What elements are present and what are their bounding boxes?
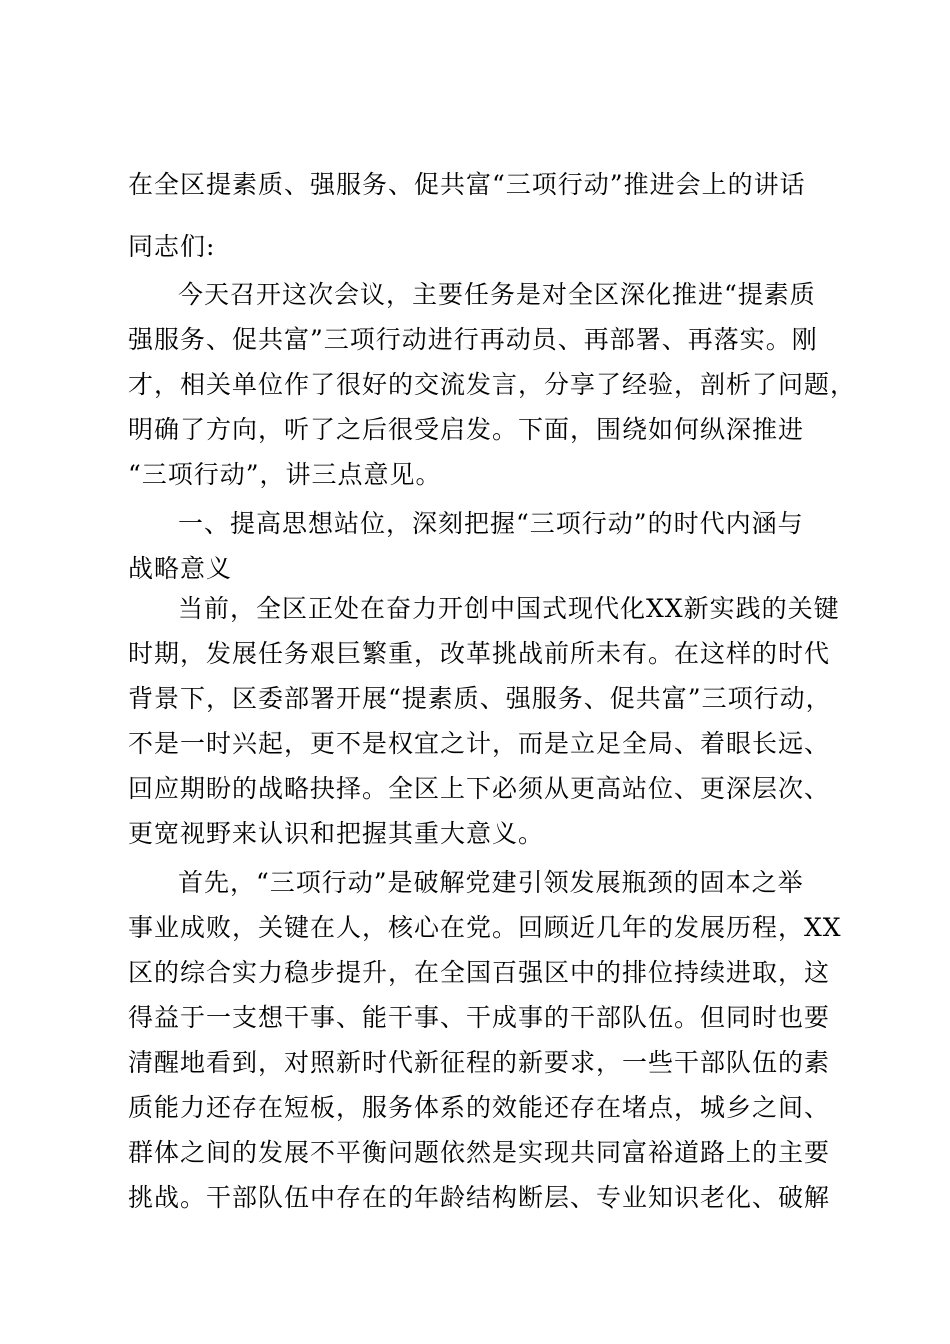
text-line: 强服务、促共富”三项行动进行再动员、再部署、再落实。刚 [128, 325, 818, 354]
text-line: 回应期盼的战略抉择。全区上下必须从更高站位、更深层次、 [128, 774, 831, 803]
text-line: 时期，发展任务艰巨繁重，改革挑战前所未有。在这样的时代 [128, 639, 831, 668]
text-line: 得益于一支想干事、能干事、干成事的干部队伍。但同时也要 [128, 1003, 831, 1032]
text-line: 当前，全区正处在奋力开创中国式现代化XX新实践的关键 [178, 594, 840, 623]
text-line: 背景下，区委部署开展“提素质、强服务、促共富”三项行动， [128, 684, 832, 713]
document-title: 在全区提素质、强服务、促共富“三项行动”推进会上的讲话 [128, 170, 806, 199]
text-line: 才，相关单位作了很好的交流发言，分享了经验，剖析了问题， [128, 370, 857, 399]
subsection-heading: 首先，“三项行动”是破解党建引领发展瓶颈的固本之举 [178, 868, 804, 897]
text-line: 挑战。干部队伍中存在的年龄结构断层、专业知识老化、破解 [128, 1183, 831, 1212]
text-line: “三项行动”，讲三点意见。 [128, 460, 442, 489]
text-line: 明确了方向，听了之后很受启发。下面，围绕如何纵深推进 [128, 415, 805, 444]
text-line: 清醒地看到，对照新时代新征程的新要求，一些干部队伍的素 [128, 1048, 831, 1077]
text-line: 质能力还存在短板，服务体系的效能还存在堵点，城乡之间、 [128, 1093, 831, 1122]
section-heading: 一、提高思想站位，深刻把握“三项行动”的时代内涵与 [178, 509, 804, 538]
salutation: 同志们: [128, 232, 216, 261]
text-line: 今天召开这次会议，主要任务是对全区深化推进“提素质 [178, 280, 816, 309]
section-heading: 战略意义 [128, 554, 233, 583]
text-line: 事业成败，关键在人，核心在党。回顾近几年的发展历程，XX [128, 913, 842, 942]
text-line: 群体之间的发展不平衡问题依然是实现共同富裕道路上的主要 [128, 1138, 831, 1167]
text-line: 不是一时兴起，更不是权宜之计，而是立足全局、着眼长远、 [128, 729, 831, 758]
text-line: 区的综合实力稳步提升，在全国百强区中的排位持续进取，这 [128, 958, 831, 987]
text-line: 更宽视野来认识和把握其重大意义。 [128, 819, 545, 848]
